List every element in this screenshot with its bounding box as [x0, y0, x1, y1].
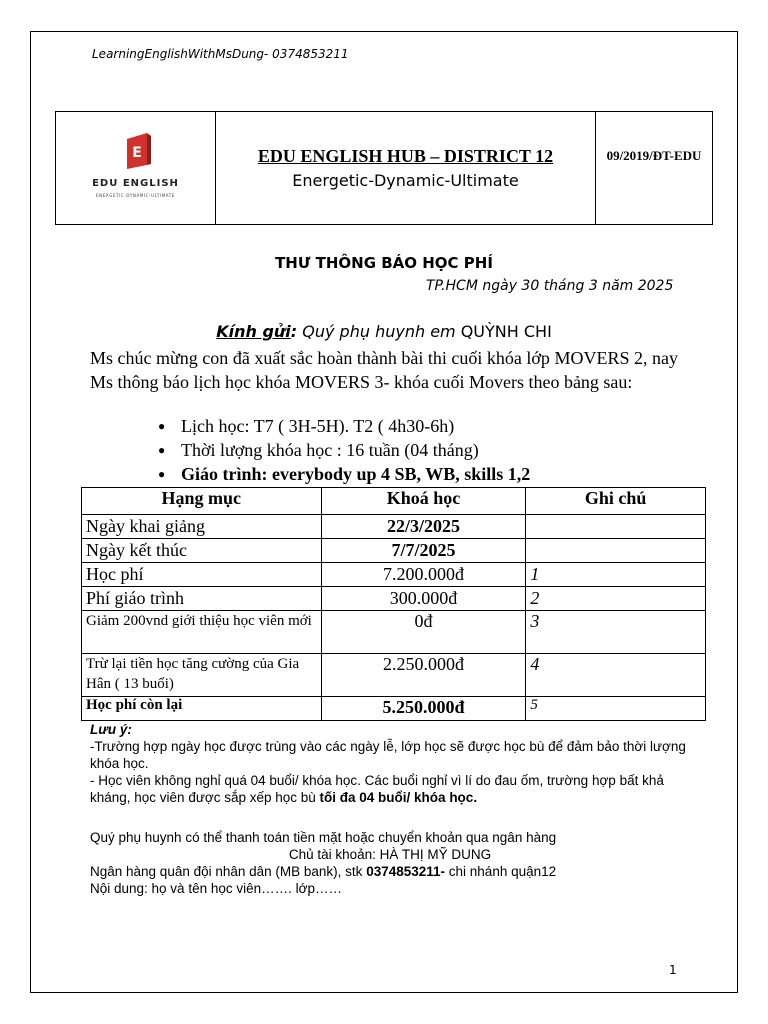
table-header-row: [82, 488, 706, 515]
list-item: ● Lịch học: T7 ( 3H-5H). T2 ( 4h30-6h): [158, 414, 530, 438]
payment-line: Quý phụ huynh có thể thanh toán tiền mặt hoặc chuyển khoản qua ngân hàng: [90, 830, 557, 845]
column-header: Ghi chú: [526, 488, 706, 515]
column-header: Hạng mục: [82, 488, 322, 515]
document-title: THƯ THÔNG BÁO HỌC PHÍ: [275, 254, 493, 272]
bank-suffix: chi nhánh quận12: [445, 864, 557, 879]
table-row: [82, 611, 706, 654]
edu-logo-icon: [123, 131, 153, 171]
row-item: Học phí còn lại: [82, 697, 322, 721]
greeting-colon: :: [290, 322, 298, 341]
fee-table: [81, 487, 706, 721]
bank-line: [90, 863, 690, 880]
list-item: ● Thời lượng khóa học : 16 tuần (04 tháng): [158, 438, 530, 462]
school-name: EDU ENGLISH HUB – DISTRICT 12: [257, 146, 554, 166]
logo-cell: [56, 112, 216, 224]
row-value: 7/7/2025: [321, 539, 526, 563]
notes-body: [90, 738, 690, 806]
row-value: 2.250.000đ: [321, 654, 526, 697]
row-note: 2: [526, 587, 706, 611]
row-item: Trừ lại tiền học tăng cường của Gia Hân ( 13 buổi): [82, 654, 322, 697]
title-cell: [216, 112, 596, 224]
row-note: 3: [526, 611, 706, 654]
note-emphasis: tối đa 04 buổi/ khóa học.: [319, 790, 478, 805]
note-text: - Học viên không nghỉ quá 04 buổi/ khóa học. Các buổi nghỉ vì lí do đau ốm, trường hợp bất khả kháng, học viên được sắp xếp học bù: [90, 773, 664, 805]
row-value: 0đ: [321, 611, 526, 654]
greeting-label: Kính gửi: [216, 322, 291, 341]
letterhead-table: [55, 111, 713, 225]
note-line: -Trường hợp ngày học được trùng vào các ngày lễ, lớp học sẽ được học bù để đảm bảo thời lượng khóa học.: [90, 739, 686, 771]
payment-info: [90, 829, 690, 897]
document-code: 09/2019/ĐT-EDU: [606, 148, 702, 163]
greeting: [0, 322, 768, 341]
table-row: [82, 587, 706, 611]
row-note: [526, 539, 706, 563]
list-item: ● Giáo trình: everybody up 4 SB, WB, skills 1,2: [158, 462, 530, 486]
row-value: 22/3/2025: [321, 515, 526, 539]
greeting-value: Quý phụ huynh em: [297, 322, 461, 341]
table-row: [82, 697, 706, 721]
date-line: TP.HCM ngày 30 tháng 3 năm 2025: [426, 278, 674, 294]
school-subtitle: Energetic-Dynamic-Ultimate: [292, 171, 519, 190]
row-value: 5.250.000đ: [321, 697, 526, 721]
table-row: [82, 515, 706, 539]
row-item: Phí giáo trình: [82, 587, 322, 611]
logo-tagline: ENERGETIC-DYNAMIC-ULTIMATE: [96, 193, 175, 198]
note-line: [90, 772, 690, 806]
row-value: 7.200.000đ: [321, 563, 526, 587]
transfer-content: Nội dung: họ và tên học viên……. lớp……: [90, 881, 342, 896]
student-name: QUỲNH CHI: [460, 322, 552, 341]
row-note: 4: [526, 654, 706, 697]
row-note: [526, 515, 706, 539]
row-note: 1: [526, 563, 706, 587]
row-item: Học phí: [82, 563, 322, 587]
page-number: 1: [669, 963, 677, 977]
header-note: LearningEnglishWithMsDung- 0374853211: [92, 47, 349, 61]
table-row: [82, 539, 706, 563]
row-item: Ngày khai giảng: [82, 515, 322, 539]
intro-paragraph: Ms chúc mừng con đã xuất sắc hoàn thành bài thi cuối khóa lớp MOVERS 2, nay Ms thông báo lịch học khóa MOVERS 3- khóa cuối Movers theo bảng sau:: [90, 348, 678, 392]
account-number: 0374853211-: [366, 864, 446, 879]
svg-text:E: E: [132, 145, 142, 161]
logo-wordmark: EDU ENGLISH: [92, 178, 179, 189]
row-item: Giảm 200vnd giới thiệu học viên mới: [82, 611, 322, 654]
table-row: [82, 654, 706, 697]
row-value: 300.000đ: [321, 587, 526, 611]
notes-title: Lưu ý:: [90, 722, 132, 737]
course-info-list: [158, 414, 530, 486]
table-row: [82, 563, 706, 587]
row-note: 5: [526, 697, 706, 721]
code-cell: [596, 112, 712, 224]
account-holder: Chủ tài khoản: HÀ THỊ MỸ DUNG: [288, 847, 492, 862]
column-header: Khoá học: [321, 488, 526, 515]
row-item: Ngày kết thúc: [82, 539, 322, 563]
bank-prefix: Ngân hàng quân đội nhân dân (MB bank), stk: [90, 864, 367, 879]
